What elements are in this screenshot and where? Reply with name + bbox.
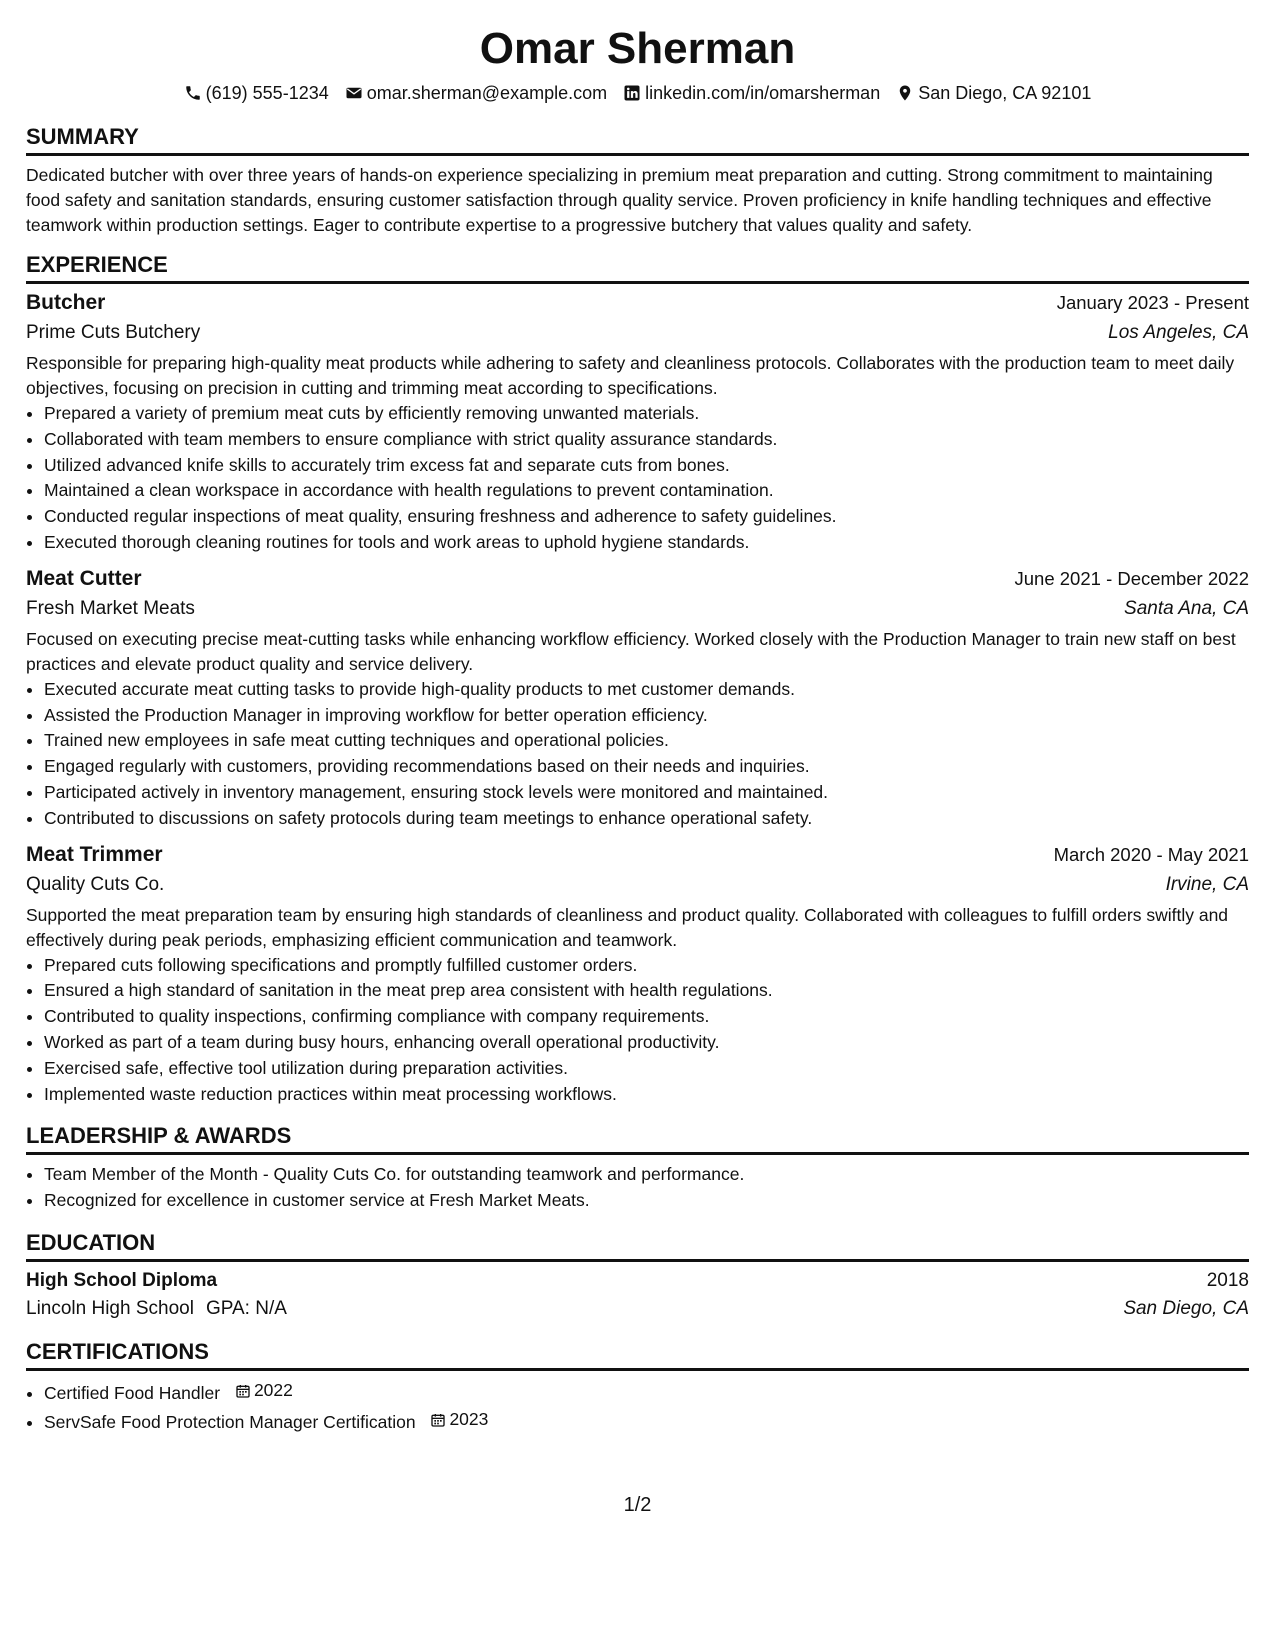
job-location: Los Angeles, CA [1108,322,1249,343]
list-item: • Worked as part of a team during busy hours, enhancing overall operational productivity. [44,1030,1249,1056]
list-item: • Maintained a clean workspace in accordance with health regulations to prevent contamination. [44,478,1249,504]
job-description: Focused on executing precise meat-cutting tasks while enhancing workflow efficiency. Worked closely with the Production Manager to train new staff on best practices and elevate product quality and service delivery. [26,628,1236,674]
education-section [26,1230,1249,1323]
contact-linkedin[interactable] [623,80,880,106]
list-item: • Trained new employees in safe meat cutting techniques and operational policies. [44,728,1249,754]
phone-text: (619) 555-1234 [205,83,329,103]
list-item: • Implemented waste reduction practices within meat processing workflows. [44,1082,1249,1108]
contact-bar [26,80,1249,106]
cert-year: 2023 [449,1408,489,1429]
job-dates: March 2020 - May 2021 [1053,843,1249,865]
list-item: • Executed accurate meat cutting tasks to provide high-quality products to met customer demands. [44,677,1249,703]
gpa-text: GPA: N/A [205,1297,287,1319]
job-description: Supported the meat preparation team by ensuring high standards of cleanliness and product quality. Collaborated with colleagues to fulfill orders swiftly and effectively during peak periods, emphasizing efficient communication and teamwork. [26,904,1229,950]
summary-section [26,124,1249,238]
contact-email[interactable] [345,80,607,106]
email-text: omar.sherman@example.com [366,83,608,103]
list-item: • Participated actively in inventory management, ensuring stock levels were monitored and maintained. [44,780,1249,806]
education-heading: EDUCATION [26,1230,1249,1262]
cert-year: 2022 [253,1379,293,1400]
summary-heading: SUMMARY [26,124,1249,156]
linkedin-icon [623,84,641,102]
list-item: • Engaged regularly with customers, providing recommendations based on their needs and inquiries. [44,754,1249,780]
list-item: • Assisted the Production Manager in improving workflow for better operation efficiency. [44,703,1249,729]
list-item: • Ensured a high standard of sanitation in the meat prep area consistent with health regulations. [44,978,1249,1004]
job-bullets [26,953,1249,1108]
list-item [44,1407,1249,1436]
map-pin-icon [896,84,914,102]
job-title: Meat Cutter [26,566,142,590]
list-item: • Prepared cuts following specifications and promptly fulfilled customer orders. [44,953,1249,979]
graduation-year: 2018 [1206,1269,1249,1291]
list-item: • Exercised safe, effective tool utilization during preparation activities. [44,1056,1249,1082]
school-location: San Diego, CA [1123,1297,1249,1319]
calendar-icon [430,1412,446,1428]
job-entry [26,564,1249,832]
job-title: Butcher [26,291,106,314]
linkedin-text: linkedin.com/in/omarsherman [645,83,881,103]
certifications-list [26,1378,1249,1435]
job-company: Quality Cuts Co. [26,873,165,895]
job-company: Prime Cuts Butchery [26,322,201,343]
cert-name: ServSafe Food Protection Manager Certification [44,1411,416,1432]
job-description: Responsible for preparing high-quality meat products while adhering to safety and cleanliness protocols. Collaborates with the production team to meet daily objectives, focusing on precision in cutting and trimming meat according to specifications. [26,353,1235,398]
list-item: • Contributed to discussions on safety protocols during team meetings to enhance operational safety. [44,806,1249,832]
summary-text: Dedicated butcher with over three years of hands-on experience specializing in premium meat preparation and cutting. Strong commitment to maintaining food safety and sanitation standards, ensuring customer satisfaction through quality service. Proven proficiency in knife handling techniques and effective teamwork within production settings. Eager to contribute expertise to a progressive butchery that values quality and safety. [26,165,1213,235]
candidate-name: Omar Sherman [479,24,796,73]
list-item: • Team Member of the Month - Quality Cuts Co. for outstanding teamwork and performance. [44,1162,1249,1188]
list-item: • Prepared a variety of premium meat cuts by efficiently removing unwanted materials. [44,401,1249,427]
job-dates: June 2021 - December 2022 [1014,567,1249,589]
job-bullets [26,401,1249,556]
certifications-section [26,1339,1249,1435]
job-location: Irvine, CA [1165,873,1249,895]
degree-title: High School Diploma [26,1269,218,1291]
contact-phone[interactable] [184,80,329,106]
leadership-list [26,1162,1249,1214]
experience-section [26,252,1249,1107]
page-number: 1/2 [623,1494,652,1516]
job-entry [26,840,1249,1108]
envelope-icon [345,84,363,102]
list-item: • Utilized advanced knife skills to accurately trim excess fat and separate cuts from bones. [44,453,1249,479]
list-item: • Collaborated with team members to ensure compliance with strict quality assurance standards. [44,427,1249,453]
calendar-icon [235,1383,251,1399]
list-item: • Executed thorough cleaning routines for tools and work areas to uphold hygiene standards. [44,530,1249,556]
list-item [44,1378,1249,1407]
school-name: Lincoln High School [26,1297,194,1319]
resume-page [26,22,1249,1435]
phone-icon [184,84,202,102]
leadership-section [26,1123,1249,1214]
job-dates: January 2023 - Present [1056,292,1249,313]
experience-heading: EXPERIENCE [26,252,1249,284]
list-item: • Contributed to quality inspections, confirming compliance with company requirements. [44,1004,1249,1030]
job-company: Fresh Market Meats [26,597,195,619]
leadership-heading: LEADERSHIP & AWARDS [26,1123,1249,1155]
list-item: • Conducted regular inspections of meat quality, ensuring freshness and adherence to safety guidelines. [44,504,1249,530]
location-text: San Diego, CA 92101 [918,83,1092,103]
job-bullets [26,677,1249,832]
job-entry [26,288,1249,556]
certifications-heading: CERTIFICATIONS [26,1339,1249,1371]
contact-location [896,80,1091,106]
job-location: Santa Ana, CA [1124,597,1249,619]
job-title: Meat Trimmer [26,842,163,866]
list-item: • Recognized for excellence in customer service at Fresh Market Meats. [44,1188,1249,1214]
cert-name: Certified Food Handler [44,1382,221,1403]
